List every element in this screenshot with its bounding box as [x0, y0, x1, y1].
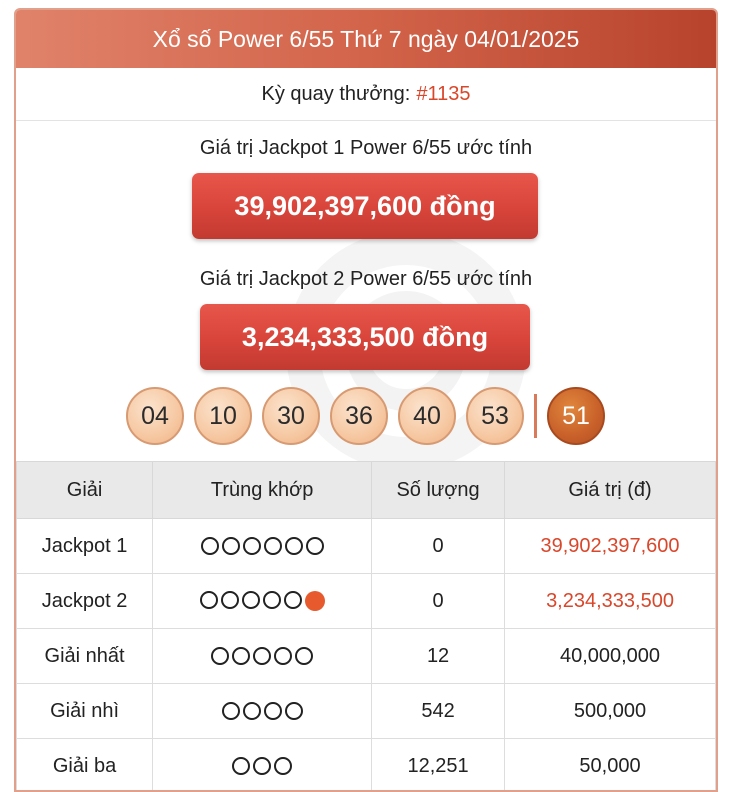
draw-label: Kỳ quay thưởng:: [262, 83, 411, 106]
power-match-dot-icon: [305, 591, 325, 611]
results-card: [14, 8, 718, 792]
match-circle-icon: [232, 647, 250, 665]
prize-name: Giải nhì: [17, 684, 153, 739]
jackpot1-value: 39,902,397,600 đồng: [192, 173, 538, 239]
jackpot1-label: Giá trị Jackpot 1 Power 6/55 ước tính: [16, 137, 716, 160]
winning-numbers: [126, 386, 615, 446]
draw-number-link[interactable]: #1135: [416, 83, 470, 106]
header-prize: Giải: [17, 462, 153, 519]
match-circle-icon: [243, 537, 261, 555]
prize-table-header: [17, 462, 716, 519]
winner-count: 12: [372, 629, 505, 684]
winner-count: 0: [372, 519, 505, 574]
table-row: [17, 519, 716, 574]
power-separator: [534, 394, 537, 438]
match-circle-icon: [211, 647, 229, 665]
number-ball: 36: [330, 387, 388, 445]
number-ball: 10: [194, 387, 252, 445]
table-row: [17, 684, 716, 739]
header-count: Số lượng: [372, 462, 505, 519]
number-ball: 04: [126, 387, 184, 445]
prize-value: 39,902,397,600: [505, 519, 716, 574]
match-circle-icon: [285, 702, 303, 720]
prize-name: Jackpot 1: [17, 519, 153, 574]
prize-name: Jackpot 2: [17, 574, 153, 629]
winner-count: 0: [372, 574, 505, 629]
match-circle-icon: [284, 591, 302, 609]
match-circle-icon: [264, 537, 282, 555]
table-row: [17, 629, 716, 684]
power-number-ball: 51: [547, 387, 605, 445]
match-circle-icon: [201, 537, 219, 555]
match-circle-icon: [200, 591, 218, 609]
match-circle-icon: [264, 702, 282, 720]
header-value: Giá trị (đ): [505, 462, 716, 519]
match-circle-icon: [274, 647, 292, 665]
header-match: Trùng khớp: [153, 462, 372, 519]
match-pattern: [153, 574, 372, 629]
winner-count: 542: [372, 684, 505, 739]
jackpot2-value: 3,234,333,500 đồng: [200, 304, 530, 370]
prize-name: Giải nhất: [17, 629, 153, 684]
number-ball: 53: [466, 387, 524, 445]
match-circle-icon: [242, 591, 260, 609]
match-circle-icon: [295, 647, 313, 665]
match-circle-icon: [253, 757, 271, 775]
match-circle-icon: [243, 702, 261, 720]
prize-value: 500,000: [505, 684, 716, 739]
prize-value: 3,234,333,500: [505, 574, 716, 629]
table-row: [17, 574, 716, 629]
prize-value: 50,000: [505, 739, 716, 792]
match-circle-icon: [221, 591, 239, 609]
jackpot2-label: Giá trị Jackpot 2 Power 6/55 ước tính: [16, 268, 716, 291]
number-ball: 30: [262, 387, 320, 445]
match-circle-icon: [253, 647, 271, 665]
jackpot-section: [16, 121, 716, 464]
match-circle-icon: [232, 757, 250, 775]
prize-table: [16, 461, 716, 792]
match-circle-icon: [263, 591, 281, 609]
results-title: Xổ số Power 6/55 Thứ 7 ngày 04/01/2025: [153, 26, 580, 53]
match-circle-icon: [285, 537, 303, 555]
winner-count: 12,251: [372, 739, 505, 792]
match-pattern: [153, 739, 372, 792]
match-pattern: [153, 629, 372, 684]
match-circle-icon: [222, 537, 240, 555]
draw-info: [16, 68, 716, 121]
table-row: [17, 739, 716, 792]
results-header: [16, 10, 716, 68]
prize-name: Giải ba: [17, 739, 153, 792]
number-ball: 40: [398, 387, 456, 445]
prize-value: 40,000,000: [505, 629, 716, 684]
match-pattern: [153, 519, 372, 574]
match-pattern: [153, 684, 372, 739]
match-circle-icon: [306, 537, 324, 555]
match-circle-icon: [222, 702, 240, 720]
match-circle-icon: [274, 757, 292, 775]
